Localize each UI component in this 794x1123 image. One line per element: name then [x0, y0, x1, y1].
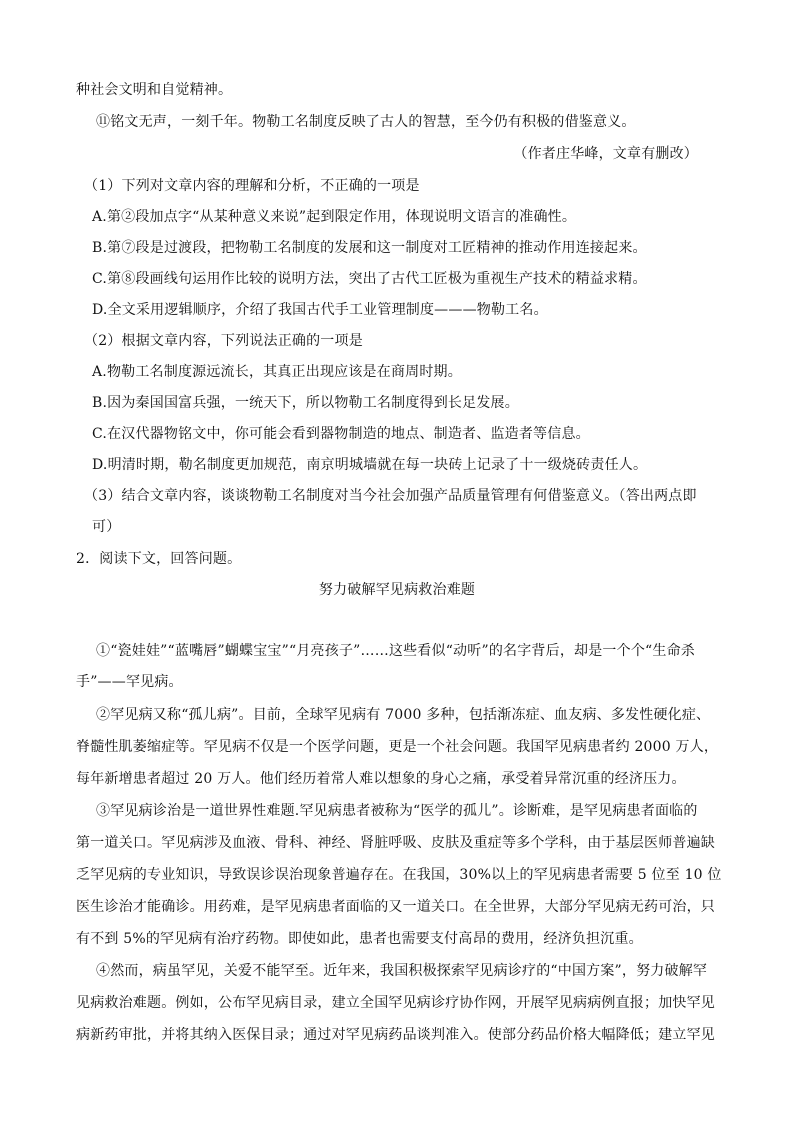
article-title: 努力破解罕见病救治难题	[318, 582, 476, 598]
section-2-heading: 2．阅读下文，回答问题。	[76, 551, 242, 567]
text-line: 种社会文明和自觉精神。	[76, 82, 233, 98]
paragraph-1: ①“瓷娃娃”“蓝嘴唇”蝴蝶宝宝”“月亮孩子”……这些看似“动听”的名字背后，却是一个个“生命杀	[96, 643, 695, 659]
question-2-stem: （2）根据文章内容，下列说法正确的一项是	[84, 333, 363, 349]
paragraph-3-cont: 乏罕见病的专业知识，导致误诊误治现象普遍存在。在我国，30%以上的罕见病患者需要 5 位至 10 位	[76, 867, 722, 883]
paragraph-4-cont: 病新药审批，并将其纳入医保目录；通过对罕见病药品谈判准入。使部分药品价格大幅降低；建立罕见	[76, 1027, 715, 1043]
option-b: B.第⑦段是过渡段，把物勒工名制度的发展和这一制度对工匠精神的推动作用连接起来。	[92, 240, 647, 256]
paragraph-2: ②罕见病又称“孤儿病”。目前，全球罕见病有 7000 多种，包括渐冻症、血友病、多发性硬化症、	[96, 707, 711, 723]
paragraph-11: ⑪铭文无声，一刻千年。物勒工名制度反映了古人的智慧，至今仍有积极的借鉴意义。	[96, 114, 636, 130]
paragraph-3-cont: 医生诊治才能确诊。用药难，是罕见病患者面临的又一道关口。在全世界，大部分罕见病无药可治，只	[76, 899, 715, 915]
paragraph-2-cont: 脊髓性肌萎缩症等。罕见病不仅是一个医学问题，更是一个社会问题。我国罕见病患者约 2000 万人，	[76, 739, 719, 755]
option-b: B.因为秦国国富兵强，一统天下，所以物勒工名制度得到长足发展。	[92, 395, 519, 411]
paragraph-3-cont: 第一道关口。罕见病涉及血液、骨科、神经、肾脏呼吸、皮肤及重症等多个学科，由于基层医师普遍缺	[76, 835, 715, 851]
source-attribution: （作者庄华峰，文章有删改）	[513, 146, 698, 162]
option-c: C.在汉代器物铭文中，你可能会看到器物制造的地点、制造者、监造者等信息。	[92, 426, 590, 442]
paragraph-4-cont: 见病救治难题。例如，公布罕见病目录，建立全国罕见病诊疗协作网，开展罕见病病例直报；加快罕见	[76, 995, 715, 1011]
option-a: A.第②段加点字“从某种意义来说”起到限定作用，体现说明文语言的准确性。	[92, 209, 577, 225]
option-d: D.全文采用逻辑顺序，介绍了我国古代手工业管理制度———物勒工名。	[92, 302, 548, 318]
question-1-stem: （1）下列对文章内容的理解和分析，不正确的一项是	[84, 178, 420, 194]
question-3-stem-cont: 可）	[92, 519, 121, 535]
paragraph-2-cont: 每年新增患者超过 20 万人。他们经历着常人难以想象的身心之痛，承受着异常沉重的经济压力。	[76, 771, 686, 787]
paragraph-3: ③罕见病诊治是一道世界性难题.罕见病患者被称为“医学的孤儿”。诊断难，是罕见病患者面临的	[96, 803, 698, 819]
paragraph-3-cont: 有不到 5%的罕见病有治疗药物。即使如此，患者也需要支付高昂的费用，经济负担沉重。	[76, 931, 643, 947]
paragraph-4: ④然而，病虽罕见，关爱不能罕至。近年来，我国积极探索罕见病诊疗的“中国方案”，努力破解罕	[96, 963, 708, 979]
paragraph-1-cont: 手”——罕见病。	[76, 674, 183, 690]
option-c: C.第⑧段画线句运用作比较的说明方法，突出了古代工匠极为重视生产技术的精益求精。	[92, 271, 647, 287]
option-a: A.物勒工名制度源远流长，其真正出现应该是在商周时期。	[92, 364, 462, 380]
question-3-stem: （3）结合文章内容，谈谈物勒工名制度对当今社会加强产品质量管理有何借鉴意义。（答出两点即	[84, 488, 697, 504]
option-d: D.明清时期，勒名制度更加规范，南京明城墙就在每一块砖上记录了十一级烧砖责任人。	[92, 457, 648, 473]
